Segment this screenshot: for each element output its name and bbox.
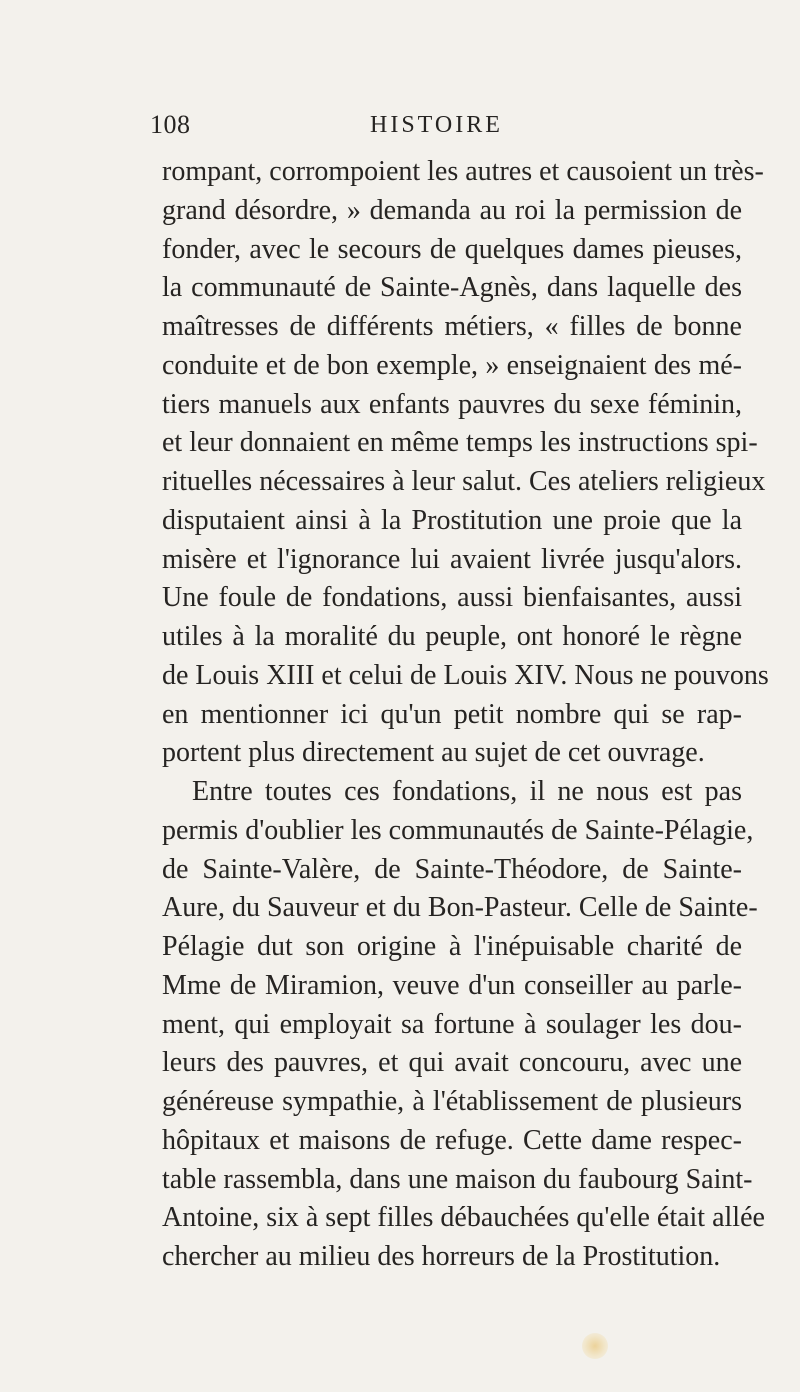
page-number: 108 bbox=[150, 110, 191, 139]
text-line: et leur donnaient en même temps les instructions spi- bbox=[162, 427, 758, 459]
running-title: HISTOIRE bbox=[370, 112, 503, 138]
text-line: généreuse sympathie, à l'établissement de plusieurs bbox=[162, 1086, 742, 1117]
text-line: grand désordre, » demanda au roi la permission de bbox=[162, 194, 742, 226]
text-line: permis d'oublier les communautés de Sainte-Pélagie, bbox=[162, 814, 754, 846]
text-line: portent plus directement au sujet de cet ouvrage. bbox=[162, 737, 705, 769]
paper-stain bbox=[582, 1333, 608, 1359]
text-line: misère et l'ignorance lui avaient livrée jusqu'alors. bbox=[162, 543, 742, 575]
text-line: utiles à la moralité du peuple, ont honoré le règne bbox=[162, 621, 742, 652]
text-line: maîtresses de différents métiers, « filles de bonne bbox=[162, 311, 742, 342]
text-line: fonder, avec le secours de quelques dames pieuses, bbox=[162, 233, 742, 265]
text-line: leurs des pauvres, et qui avait concouru, avec une bbox=[162, 1047, 742, 1079]
text-line: la communauté de Sainte-Agnès, dans laquelle des bbox=[162, 272, 742, 304]
text-line: de Sainte-Valère, de Sainte-Théodore, de Sainte- bbox=[162, 853, 742, 885]
text-line: en mentionner ici qu'un petit nombre qui se rap- bbox=[162, 698, 742, 730]
text-line: Pélagie dut son origine à l'inépuisable charité de bbox=[162, 931, 742, 962]
text-line: tiers manuels aux enfants pauvres du sexe féminin, bbox=[162, 388, 742, 420]
body-text bbox=[162, 153, 769, 1277]
text-line: de Louis XIII et celui de Louis XIV. Nous ne pouvons bbox=[162, 659, 769, 691]
text-line: chercher au milieu des horreurs de la Prostitution. bbox=[162, 1241, 721, 1272]
page-header bbox=[150, 110, 750, 150]
text-line: rompant, corrompoient les autres et causoient un très- bbox=[162, 156, 764, 187]
text-line: disputaient ainsi à la Prostitution une proie que la bbox=[162, 504, 742, 536]
text-line: Mme de Miramion, veuve d'un conseiller au parle- bbox=[162, 969, 742, 1001]
text-line: rituelles nécessaires à leur salut. Ces ateliers religieux bbox=[162, 466, 766, 497]
text-line: Antoine, six à sept filles débauchées qu'elle était allée bbox=[162, 1202, 765, 1234]
text-line: ment, qui employait sa fortune à soulager les dou- bbox=[162, 1008, 742, 1040]
text-line: Aure, du Sauveur et du Bon-Pasteur. Celle de Sainte- bbox=[162, 892, 758, 924]
text-line: hôpitaux et maisons de refuge. Cette dame respec- bbox=[162, 1124, 742, 1156]
text-line: table rassembla, dans une maison du faubourg Saint- bbox=[162, 1163, 753, 1195]
text-line: Entre toutes ces fondations, il ne nous est pas bbox=[192, 776, 742, 807]
text-line: Une foule de fondations, aussi bienfaisantes, aussi bbox=[162, 582, 742, 614]
text-line: conduite et de bon exemple, » enseignaient des mé- bbox=[162, 349, 742, 381]
